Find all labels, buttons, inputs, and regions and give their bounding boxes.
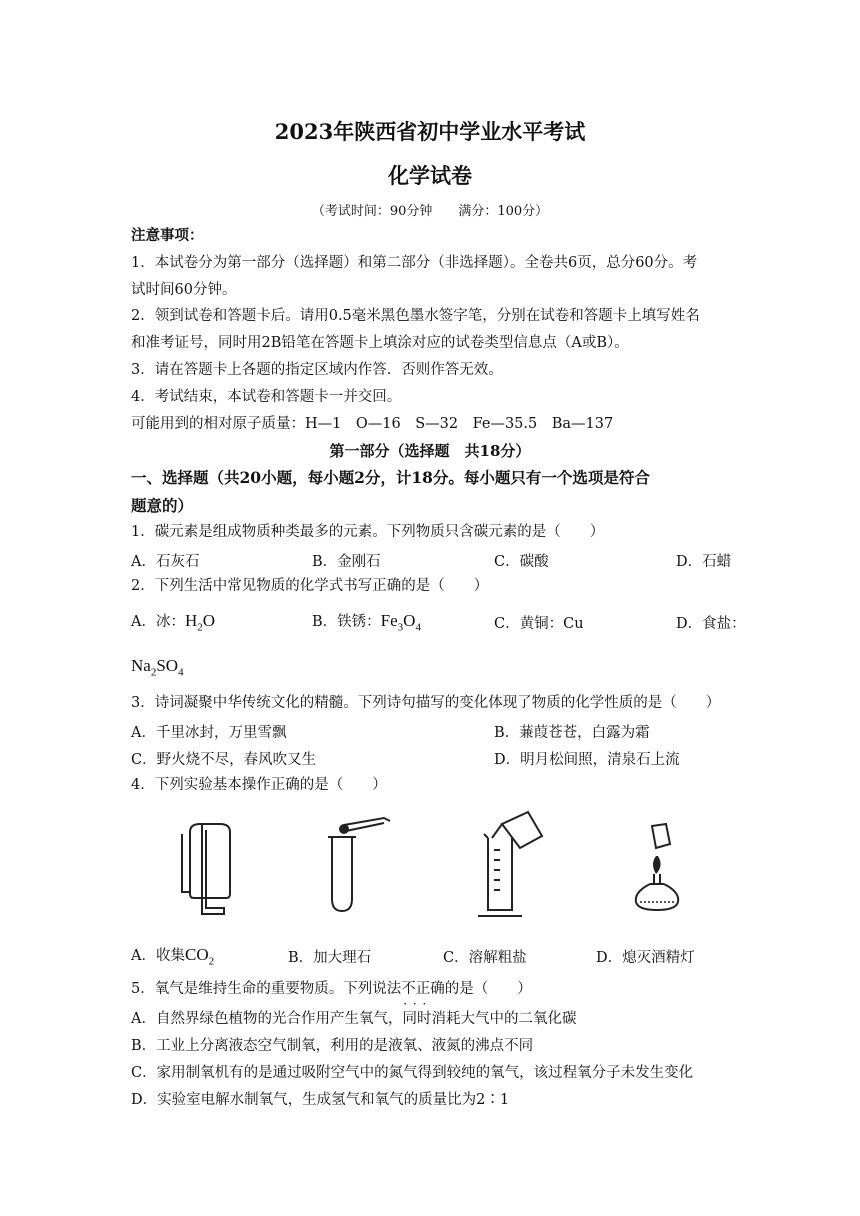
formula-part: SO — [156, 656, 179, 675]
part1-heading: 第一部分（选择题 共18分） — [329, 442, 531, 460]
exam-meta: （考试时间：90分钟 满分：100分） — [311, 204, 549, 219]
q5-option-d: D．实验室电解水制氧气，生成氢气和氧气的质量比为2∶1 — [131, 1092, 510, 1108]
q5-stem-start: 5．氧气是维持生命的重要物质。下列说法 — [131, 981, 402, 997]
q1-stem: 1．碳元素是组成物质种类最多的元素。下列物质只含碳元素的是（ ） — [131, 524, 605, 540]
q5-option-b: B．工业上分离液态空气制氧，利用的是液氧、液氮的沸点不同 — [131, 1038, 534, 1054]
q5-stem — [131, 979, 532, 999]
exam-title: 2023年陕西省初中学业水平考试 — [274, 119, 586, 144]
formula-subscript: 2 — [150, 666, 157, 679]
formula-part: O — [403, 611, 416, 630]
q3-option-d: D．明月松间照，清泉石上流 — [494, 752, 680, 768]
q2-option-b — [312, 610, 421, 633]
formula-subscript: 2 — [208, 955, 215, 968]
q1-option-b: B．金刚石 — [312, 554, 381, 570]
q5-stem-end: 的是（ ） — [444, 981, 532, 997]
q5-option-c: C．家用制氧机有的是通过吸附空气中的氮气得到较纯的氧气，该过程氧分子未发生变化 — [131, 1065, 694, 1081]
test-tube-tongs-image — [322, 815, 397, 915]
alcohol-lamp-image — [628, 822, 688, 917]
q2-stem: 2．下列生活中常见物质的化学式书写正确的是（ ） — [131, 578, 489, 594]
note-2-line-1: 2．领到试卷和答题卡后。请用0.5毫米黑色墨水签字笔，分别在试卷和答题卡上填写姓名 — [131, 308, 700, 324]
note-3: 3．请在答题卡上各题的指定区域内作答．否则作答无效。 — [131, 362, 503, 378]
graduated-cylinder-pouring-image — [470, 810, 550, 920]
formula-part: H — [184, 611, 198, 630]
q2-a-label: A．冰： — [131, 614, 185, 630]
formula-subscript: 2 — [197, 621, 203, 634]
q1-option-a: A．石灰石 — [131, 554, 200, 570]
q2-option-a — [131, 610, 215, 633]
note-4: 4．考试结束，本试卷和答题卡一并交回。 — [131, 389, 402, 405]
q4-a-label: A．收集 — [131, 948, 185, 964]
atomic-mass-line: 可能用到的相对原子质量：H—1 O—16 S—32 Fe—35.5 Ba—137 — [131, 416, 614, 432]
q4-option-d: D．熄灭酒精灯 — [596, 950, 695, 966]
q4-a-formula — [184, 945, 215, 968]
note-1-line-1: 1．本试卷分为第一部分（选择题）和第二部分（非选择题）。全卷共6页，总分60分。考 — [131, 255, 698, 271]
formula-part: Na — [131, 656, 151, 675]
notes-heading: 注意事项： — [131, 227, 204, 244]
q3-stem: 3．诗词凝聚中华传统文化的精髓。下列诗句描写的变化体现了物质的化学性质的是（ ） — [131, 695, 721, 711]
subject-title: 化学试卷 — [388, 163, 472, 188]
section-heading-line-1: 一、选择题（共20小题，每小题2分，计18分。每小题只有一个选项是符合 — [131, 468, 650, 487]
q3-option-a: A．千里冰封，万里雪飘 — [131, 725, 287, 741]
q2-a-formula — [184, 611, 216, 634]
q1-option-d: D．石蜡 — [676, 554, 732, 570]
formula-part: CO — [184, 945, 209, 964]
q4-stem: 4．下列实验基本操作正确的是（ ） — [131, 777, 387, 793]
q2-b-label: B．铁锈： — [312, 614, 381, 630]
q2-b-formula — [380, 611, 421, 634]
q5-option-a: A．自然界绿色植物的光合作用产生氧气，同时消耗大气中的二氧化碳 — [131, 1011, 577, 1027]
formula-subscript: 4 — [178, 666, 184, 679]
q2-d-formula — [131, 656, 184, 678]
q2-option-c: C．黄铜：Cu — [494, 616, 584, 632]
q3-option-c: C．野火烧不尽，春风吹又生 — [131, 752, 317, 768]
gas-collection-bottle-image — [178, 822, 248, 917]
formula-subscript: 4 — [415, 621, 421, 634]
section-heading-line-2: 题意的） — [131, 496, 194, 515]
q3-option-b: B．蒹葭苍苍，白露为霜 — [494, 725, 650, 741]
q4-option-b: B．加大理石 — [288, 950, 372, 966]
note-1-line-2: 试时间60分钟。 — [131, 282, 237, 298]
note-2-line-2: 和准考证号，同时用2B铅笔在答题卡上填涂对应的试卷类型信息点（A或B）。 — [131, 335, 629, 351]
formula-part: Fe — [380, 611, 398, 630]
formula-part: O — [202, 611, 216, 630]
q4-option-a — [131, 944, 214, 967]
q5-emphasis: 不正确 · · · — [401, 981, 445, 997]
q1-option-c: C．碳酸 — [494, 554, 549, 570]
q4-option-c: C．溶解粗盐 — [443, 950, 527, 966]
formula-subscript: 3 — [397, 621, 404, 634]
q2-option-d: D．食盐： — [676, 616, 746, 632]
